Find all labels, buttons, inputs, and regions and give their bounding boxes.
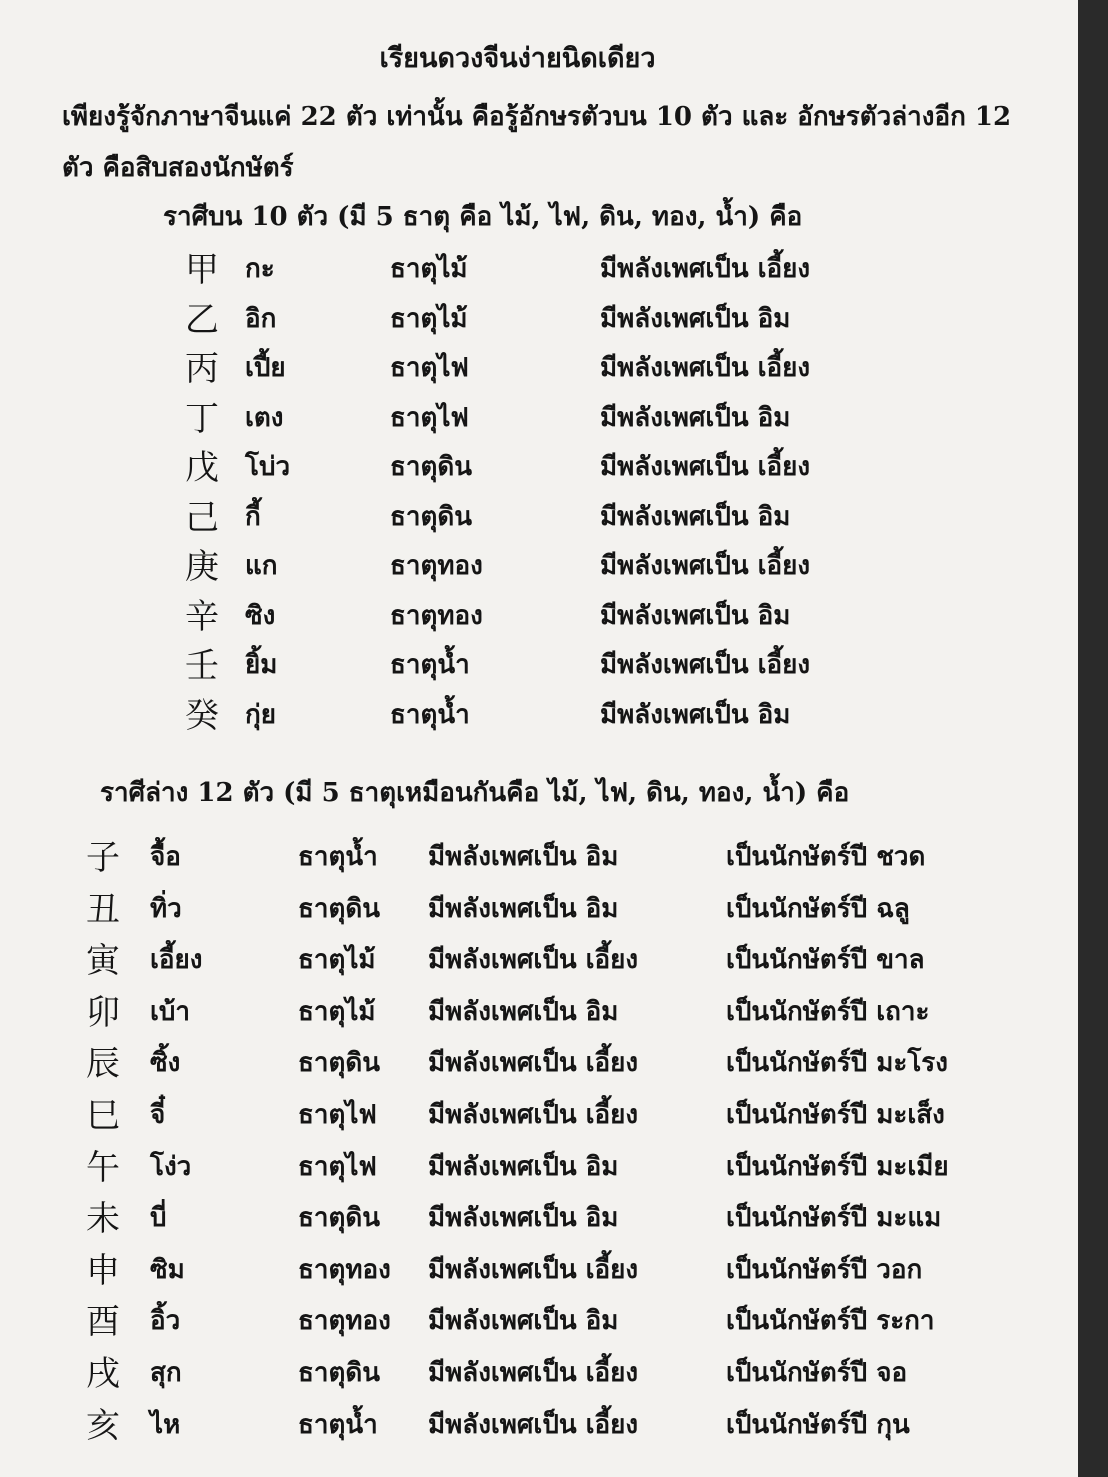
stem-energy: มีพลังเพศเป็น เอี้ยง: [600, 551, 811, 581]
branch-hanzi: 申: [86, 1250, 120, 1291]
stem-hanzi: 甲: [185, 250, 219, 290]
branch-energy: มีพลังเพศเป็น เอี้ยง: [428, 1358, 639, 1388]
branch-element: ธาตุน้ำ: [298, 842, 378, 872]
page-title: เรียนดวงจีนง่ายนิดเดียว: [379, 43, 656, 74]
branch-hanzi: 子: [86, 838, 120, 878]
branch-energy: มีพลังเพศเป็น เอี้ยง: [428, 1100, 639, 1130]
branch-reading: ไห: [150, 1409, 181, 1440]
branch-element: ธาตุไม้: [298, 945, 376, 976]
stem-hanzi: 辛: [185, 596, 219, 637]
lower-branches-heading: ราศีล่าง 12 ตัว (มี 5 ธาตุเหมือนกันคือ ไม้, ไฟ, ดิน, ทอง, น้ำ) คือ: [100, 778, 850, 808]
stem-energy: มีพลังเพศเป็น อิม: [600, 303, 791, 334]
branch-zodiac: เป็นนักษัตร์ปี กุน: [726, 1409, 910, 1440]
branch-zodiac: เป็นนักษัตร์ปี ชวด: [726, 842, 926, 872]
branch-zodiac: เป็นนักษัตร์ปี จอ: [726, 1358, 908, 1388]
stem-hanzi: 癸: [185, 695, 219, 736]
branch-zodiac: เป็นนักษัตร์ปี มะเมีย: [726, 1151, 949, 1182]
branch-zodiac: เป็นนักษัตร์ปี ฉลู: [726, 893, 910, 924]
branch-energy: มีพลังเพศเป็น อิม: [428, 1203, 619, 1234]
branch-zodiac: เป็นนักษัตร์ปี มะโรง: [726, 1048, 948, 1079]
branch-energy: มีพลังเพศเป็น อิม: [428, 996, 619, 1027]
branch-zodiac: เป็นนักษัตร์ปี ขาล: [726, 945, 925, 976]
branch-element: ธาตุดิน: [298, 1358, 381, 1388]
stem-element: ธาตุน้ำ: [390, 650, 470, 680]
branch-hanzi: 酉: [86, 1302, 120, 1343]
stem-hanzi: 乙: [185, 299, 219, 340]
branch-hanzi: 卯: [86, 992, 120, 1033]
branch-element: ธาตุทอง: [298, 1306, 391, 1337]
branch-reading: เบ้า: [150, 996, 190, 1027]
branch-reading: อิ้ว: [150, 1306, 181, 1337]
branch-zodiac: เป็นนักษัตร์ปี เถาะ: [726, 996, 930, 1027]
branch-element: ธาตุดิน: [298, 893, 381, 924]
stem-energy: มีพลังเพศเป็น เอี้ยง: [600, 452, 811, 482]
branch-reading: ทิ่ว: [150, 893, 182, 924]
branch-reading: จี๋: [150, 1100, 166, 1130]
stem-reading: เตง: [245, 402, 284, 433]
stem-element: ธาตุไม้: [390, 303, 468, 334]
stem-hanzi: 戊: [185, 448, 219, 488]
branch-zodiac: เป็นนักษัตร์ปี มะแม: [726, 1203, 942, 1234]
stem-element: ธาตุดิน: [390, 452, 473, 482]
stem-element: ธาตุไฟ: [390, 402, 469, 433]
stem-reading: กุ่ย: [245, 699, 276, 730]
branch-energy: มีพลังเพศเป็น เอี้ยง: [428, 1048, 639, 1079]
stem-energy: มีพลังเพศเป็น อิม: [600, 699, 791, 730]
branch-hanzi: 辰: [86, 1044, 120, 1085]
stem-reading: เปี้ย: [245, 353, 286, 383]
stem-hanzi: 己: [185, 497, 219, 538]
branch-energy: มีพลังเพศเป็น อิม: [428, 1306, 619, 1337]
branch-zodiac: เป็นนักษัตร์ปี วอก: [726, 1254, 923, 1285]
stem-reading: ยิ้ม: [245, 650, 278, 680]
stem-reading: แก: [245, 551, 278, 581]
stem-element: ธาตุทอง: [390, 551, 483, 581]
stem-energy: มีพลังเพศเป็น เอี้ยง: [600, 353, 811, 383]
branch-energy: มีพลังเพศเป็น อิม: [428, 1151, 619, 1182]
branch-element: ธาตุดิน: [298, 1203, 381, 1234]
branch-hanzi: 午: [86, 1147, 120, 1188]
stem-reading: กี้: [245, 501, 261, 532]
stem-element: ธาตุน้ำ: [390, 699, 470, 730]
stem-element: ธาตุไม้: [390, 254, 468, 284]
branch-element: ธาตุไม้: [298, 996, 376, 1027]
stem-element: ธาตุทอง: [390, 600, 483, 631]
branch-element: ธาตุน้ำ: [298, 1409, 378, 1440]
branch-element: ธาตุไฟ: [298, 1151, 377, 1182]
stem-reading: ซิง: [245, 600, 276, 631]
branch-energy: มีพลังเพศเป็น อิม: [428, 893, 619, 924]
branch-energy: มีพลังเพศเป็น เอี้ยง: [428, 1409, 639, 1440]
branch-hanzi: 丑: [86, 889, 120, 930]
branch-reading: จื้อ: [150, 842, 181, 872]
branch-zodiac: เป็นนักษัตร์ปี มะเส็ง: [726, 1100, 945, 1130]
stem-energy: มีพลังเพศเป็น เอี้ยง: [600, 254, 811, 284]
stem-reading: โบ่ว: [245, 452, 291, 482]
branch-hanzi: 未: [86, 1199, 120, 1240]
branch-reading: เอี้ยง: [150, 945, 203, 976]
stem-hanzi: 丙: [185, 349, 219, 389]
intro-paragraph: เพียงรู้จักภาษาจีนแค่ 22 ตัว เท่านั้น คือรู้อักษรตัวบน 10 ตัว และ อักษรตัวล่างอีก 12 ตัว คือสิบสองนักษัตร์: [62, 102, 1012, 183]
branch-zodiac: เป็นนักษัตร์ปี ระกา: [726, 1306, 935, 1337]
stem-reading: กะ: [245, 254, 275, 284]
branch-energy: มีพลังเพศเป็น อิม: [428, 842, 619, 872]
page-edge: [1078, 0, 1108, 1477]
branch-energy: มีพลังเพศเป็น เอี้ยง: [428, 1254, 639, 1285]
stem-hanzi: 丁: [185, 398, 219, 439]
stem-energy: มีพลังเพศเป็น อิม: [600, 501, 791, 532]
upper-stems-heading: ราศีบน 10 ตัว (มี 5 ธาตุ คือ ไม้, ไฟ, ดิน, ทอง, น้ำ) คือ: [163, 202, 803, 232]
branch-element: ธาตุทอง: [298, 1254, 391, 1285]
stem-energy: มีพลังเพศเป็น อิม: [600, 600, 791, 631]
stem-element: ธาตุดิน: [390, 501, 473, 532]
branch-reading: โง่ว: [150, 1151, 192, 1182]
branch-reading: ซิม: [150, 1254, 185, 1285]
stem-element: ธาตุไฟ: [390, 353, 469, 383]
branch-hanzi: 寅: [86, 941, 120, 982]
branch-hanzi: 戌: [86, 1354, 120, 1394]
stem-hanzi: 庚: [185, 547, 219, 587]
branch-hanzi: 亥: [86, 1405, 120, 1446]
stem-hanzi: 壬: [185, 646, 219, 686]
stem-reading: อิก: [245, 303, 277, 334]
stem-energy: มีพลังเพศเป็น อิม: [600, 402, 791, 433]
branch-reading: บี่: [150, 1203, 167, 1234]
branch-hanzi: 巳: [86, 1096, 120, 1136]
branch-element: ธาตุไฟ: [298, 1100, 377, 1130]
branch-reading: สุก: [150, 1358, 182, 1388]
branch-energy: มีพลังเพศเป็น เอี้ยง: [428, 945, 639, 976]
stem-energy: มีพลังเพศเป็น เอี้ยง: [600, 650, 811, 680]
branch-reading: ซิ้ง: [150, 1048, 181, 1079]
branch-element: ธาตุดิน: [298, 1048, 381, 1079]
